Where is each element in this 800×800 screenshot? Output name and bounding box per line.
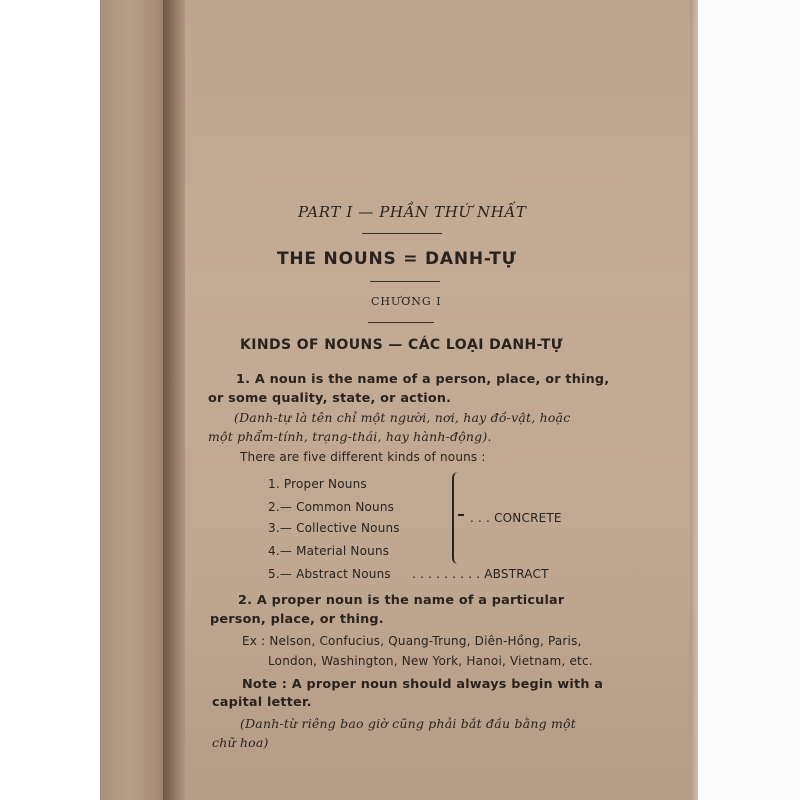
rule2-line1: 2. A proper noun is the name of a particular — [238, 593, 565, 608]
part-heading: PART I — PHẦN THỨ NHẤT — [298, 203, 527, 221]
rule1-line1: 1. A noun is the name of a person, place, or thing, — [236, 372, 610, 387]
title-rule-top — [362, 233, 442, 234]
rule1-translation-line1: (Danh-tự là tên chỉ một người, nơi, hay đồ-vật, hoặc — [234, 410, 571, 425]
title-rule-bottom — [370, 281, 440, 282]
brace-tip — [458, 514, 464, 516]
kind-item-4: 4.— Material Nouns — [268, 544, 390, 558]
page-title: THE NOUNS = DANH-TỰ — [277, 249, 517, 269]
background — [698, 0, 800, 800]
note-line2: capital letter. — [212, 695, 312, 710]
kind-item-1: 1. Proper Nouns — [268, 477, 367, 491]
book-gutter — [163, 0, 185, 800]
example-line1: Ex : Nelson, Confucius, Quang-Trung, Diên-Hồng, Paris, — [242, 634, 582, 648]
brace — [452, 472, 462, 564]
note-line1: Note : A proper noun should always begin with a — [242, 677, 604, 692]
chapter-rule — [368, 322, 434, 323]
rule1-line2: or some quality, state, or action. — [208, 391, 452, 406]
note-translation-line2: chữ hoa) — [212, 735, 269, 750]
rule2-line2: person, place, or thing. — [210, 612, 384, 627]
note-translation-line1: (Danh-từ riêng bao giờ cũng phải bắt đầu bằng một — [240, 716, 576, 731]
previous-page-edge — [100, 0, 172, 800]
kind-item-5: 5.— Abstract Nouns — [268, 567, 391, 581]
abstract-label: . . . . . . . . . ABSTRACT — [412, 567, 549, 581]
kind-item-3: 3.— Collective Nouns — [268, 521, 400, 535]
section-title: KINDS OF NOUNS — CÁC LOẠI DANH-TỰ — [240, 337, 563, 353]
concrete-label: . . . CONCRETE — [470, 511, 562, 525]
chapter-label: CHƯƠNG I — [371, 295, 442, 308]
rule1-translation-line2: một phẩm-tính, trạng-thái, hay hành-động). — [208, 429, 492, 444]
kind-item-2: 2.— Common Nouns — [268, 500, 395, 514]
example-line2: London, Washington, New York, Hanoi, Vietnam, etc. — [268, 654, 593, 668]
kinds-intro: There are five different kinds of nouns : — [240, 450, 486, 464]
